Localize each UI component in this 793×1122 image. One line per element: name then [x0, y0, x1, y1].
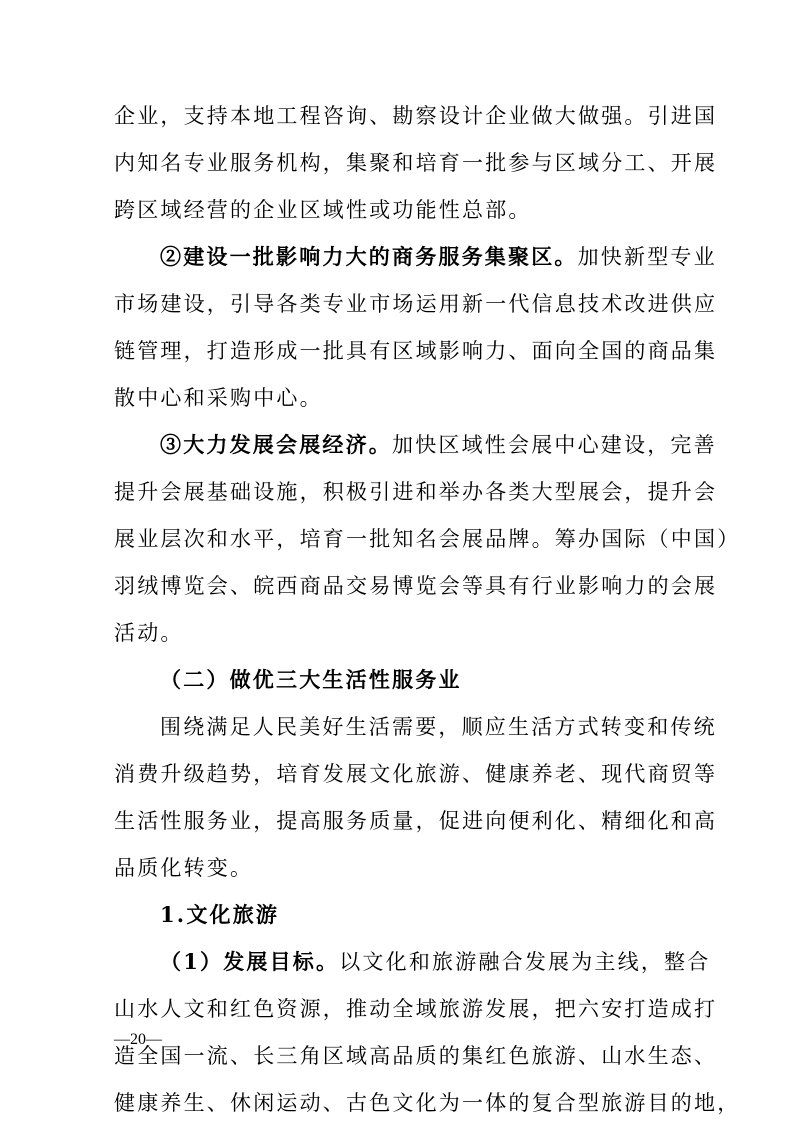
paragraph-text: 加快新型专业 [577, 245, 717, 269]
text-line: 活动。 [114, 621, 184, 645]
text-line [160, 432, 717, 458]
text-line: 市场建设，引导各类专业市场运用新一代信息技术改进供应 [114, 292, 718, 316]
text-line: 企业，支持本地工程咨询、勘察设计企业做大做强。引进国 [114, 104, 718, 128]
text-line: 提升会展基础设施，积极引进和举办各类大型展会，提升会 [114, 480, 718, 504]
page-number: —20— [114, 1031, 162, 1048]
paragraph-heading: ③大力发展会展经济。 [160, 432, 392, 457]
text-line [160, 244, 717, 270]
text-line: 链管理，打造形成一批具有区域影响力、面向全国的商品集 [114, 339, 718, 363]
text-line: 围绕满足人民美好生活需要，顺应生活方式转变和传统 [160, 715, 717, 739]
text-line: 散中心和采购中心。 [114, 386, 323, 410]
section-heading: （二）做优三大生活性服务业 [160, 667, 462, 692]
text-line [160, 949, 711, 975]
text-line: 品质化转变。 [114, 856, 254, 880]
text-line: 展业层次和水平，培育一批知名会展品牌。筹办国际（中国） [114, 527, 741, 551]
text-line: 生活性服务业，提高服务质量，促进向便利化、精细化和高 [114, 809, 718, 833]
text-line: 羽绒博览会、皖西商品交易博览会等具有行业影响力的会展 [114, 574, 718, 598]
text-line: 内知名专业服务机构，集聚和培育一批参与区域分工、开展 [114, 151, 718, 175]
paragraph-text: 加快区域性会展中心建设，完善 [392, 433, 717, 457]
text-line: 山水人文和红色资源，推动全域旅游发展，把六安打造成打 [114, 997, 718, 1021]
paragraph-heading: ②建设一批影响力大的商务服务集聚区。 [160, 244, 578, 269]
text-line: 跨区域经营的企业区域性或功能性总部。 [114, 198, 532, 222]
text-line: 健康养生、休闲运动、古色文化为一体的复合型旅游目的地， [114, 1091, 741, 1115]
text-line: 造全国一流、长三角区域高品质的集红色旅游、山水生态、 [114, 1044, 718, 1068]
text-line: 消费升级趋势，培育发展文化旅游、健康养老、现代商贸等 [114, 762, 718, 786]
paragraph-heading: （1）发展目标。 [160, 949, 340, 974]
paragraph-text: 以文化和旅游融合发展为主线，整合 [339, 950, 711, 974]
sub-heading: 1.文化旅游 [160, 902, 280, 927]
